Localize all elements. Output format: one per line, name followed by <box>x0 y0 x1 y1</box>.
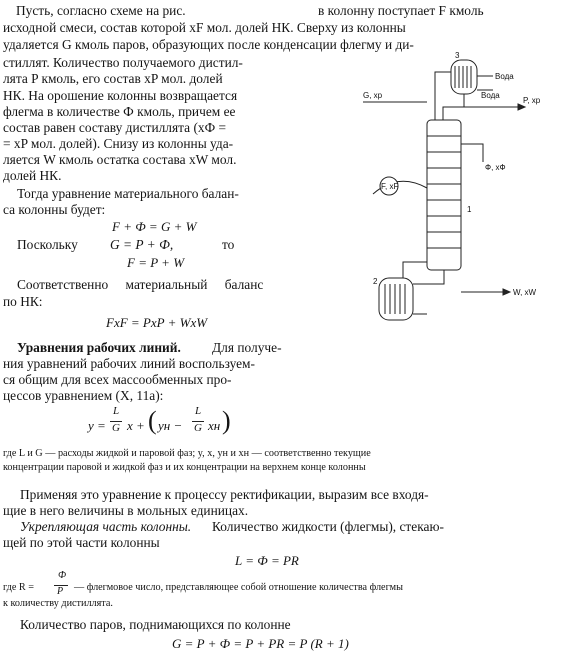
equation: G = P + Ф = P + PR = P (R + 1) <box>172 636 349 651</box>
column-schematic <box>343 52 558 337</box>
text-line: щей по этой части колонны <box>3 535 160 550</box>
text-line: флегма в количестве Ф кмоль, причем ее <box>3 104 236 119</box>
paren-right: ) <box>222 406 231 435</box>
equation: L = Ф = PR <box>235 553 299 568</box>
text-line: G = P + Ф, <box>110 237 174 252</box>
label-reflux: Ф, xФ <box>485 163 506 172</box>
text-line: в колонну поступает F кмоль <box>318 3 484 18</box>
text-line: исходной смеси, состав которой xF мол. долей НК. Сверху из колонны <box>3 20 406 35</box>
label-water-top: Вода <box>495 72 514 81</box>
footnote-line: где L и G — расходы жидкой и паровой фаз; y, x, yн и xн — соответственно текущие <box>3 448 371 459</box>
equation-term: xн <box>208 418 221 433</box>
text-line: стиллят. Количество получаемого дистил- <box>3 55 243 70</box>
fraction-denominator: P <box>57 586 64 597</box>
text-line: по НК: <box>3 294 43 309</box>
fraction-denominator: G <box>112 422 120 434</box>
text-line: ся общим для всех массообменных про- <box>3 372 232 387</box>
text-line: удаляется G кмоль паров, образующих после конденсации флегму и ди- <box>3 37 414 52</box>
paren-left: ( <box>148 406 157 435</box>
footnote-line: где R = <box>3 582 35 593</box>
text-line: Применяя это уравнение к процессу ректификации, выразим все входя- <box>20 487 429 502</box>
text-line: = xP мол. долей). Снизу из колонны уда- <box>3 136 234 151</box>
text-line: Для получе- <box>212 340 282 355</box>
equation-term: yн − <box>158 418 183 433</box>
text-line: ляется W кмоль остатка состава xW мол. <box>3 152 237 167</box>
text-line: Пусть, согласно схеме на рис. <box>16 3 186 18</box>
text-line: цессов уравнением (X, 11а): <box>3 388 164 403</box>
label-distillate: P, xр <box>523 96 541 105</box>
equation: F + Ф = G + W <box>112 219 197 234</box>
label-3: 3 <box>455 52 460 60</box>
label-1: 1 <box>467 205 472 214</box>
text-line: то <box>222 237 235 252</box>
footnote-line: — флегмовое число, представляющее собой отношение количества флегмы <box>74 582 403 593</box>
fraction-numerator: L <box>195 405 202 417</box>
reboiler-shell <box>379 278 413 320</box>
text-line: лята P кмоль, его состав xP мол. долей <box>3 71 223 86</box>
footnote-line: к количеству дистиллята. <box>3 598 113 609</box>
fraction-denominator: G <box>194 422 202 434</box>
text-line: НК. На орошение колонны возвращается <box>3 88 238 103</box>
equation-lhs: y = <box>88 418 106 433</box>
text-line: состав равен составу дистиллята (xФ = <box>3 120 227 135</box>
fraction-numerator: Ф <box>58 570 67 581</box>
text-line: ния уравнений рабочих линий воспользуем- <box>3 356 255 371</box>
label-vapor: G, xр <box>363 91 383 100</box>
text-line: Тогда уравнение материального балан- <box>17 186 239 201</box>
equation-term: x + <box>127 418 145 433</box>
text-line: Количество жидкости (флегмы), стекаю- <box>212 519 444 534</box>
text-line: долей НК. <box>3 168 62 183</box>
label-residue: W, xW <box>513 288 537 297</box>
label-water-bottom: Вода <box>481 91 500 100</box>
label-feed: F, xF <box>381 182 399 191</box>
text-line: са колонны будет: <box>3 202 106 217</box>
equation: F = P + W <box>127 255 185 270</box>
subsection-heading: Укрепляющая часть колонны. <box>20 519 192 534</box>
section-heading: Уравнения рабочих линий. <box>17 340 181 355</box>
fraction-numerator: L <box>113 405 120 417</box>
text-line: Поскольку <box>17 237 78 252</box>
text-line: Соответственно материальный баланс <box>17 277 264 292</box>
equation: FxF = PxP + WxW <box>106 315 208 330</box>
text-line: щие в него величины в мольных единицах. <box>3 503 249 518</box>
label-2: 2 <box>373 277 378 286</box>
footnote-line: концентрации паровой и жидкой фаз и их концентрации на верхнем конце колонны <box>3 462 366 473</box>
text-line: Количество паров, поднимающихся по колонне <box>20 617 291 632</box>
